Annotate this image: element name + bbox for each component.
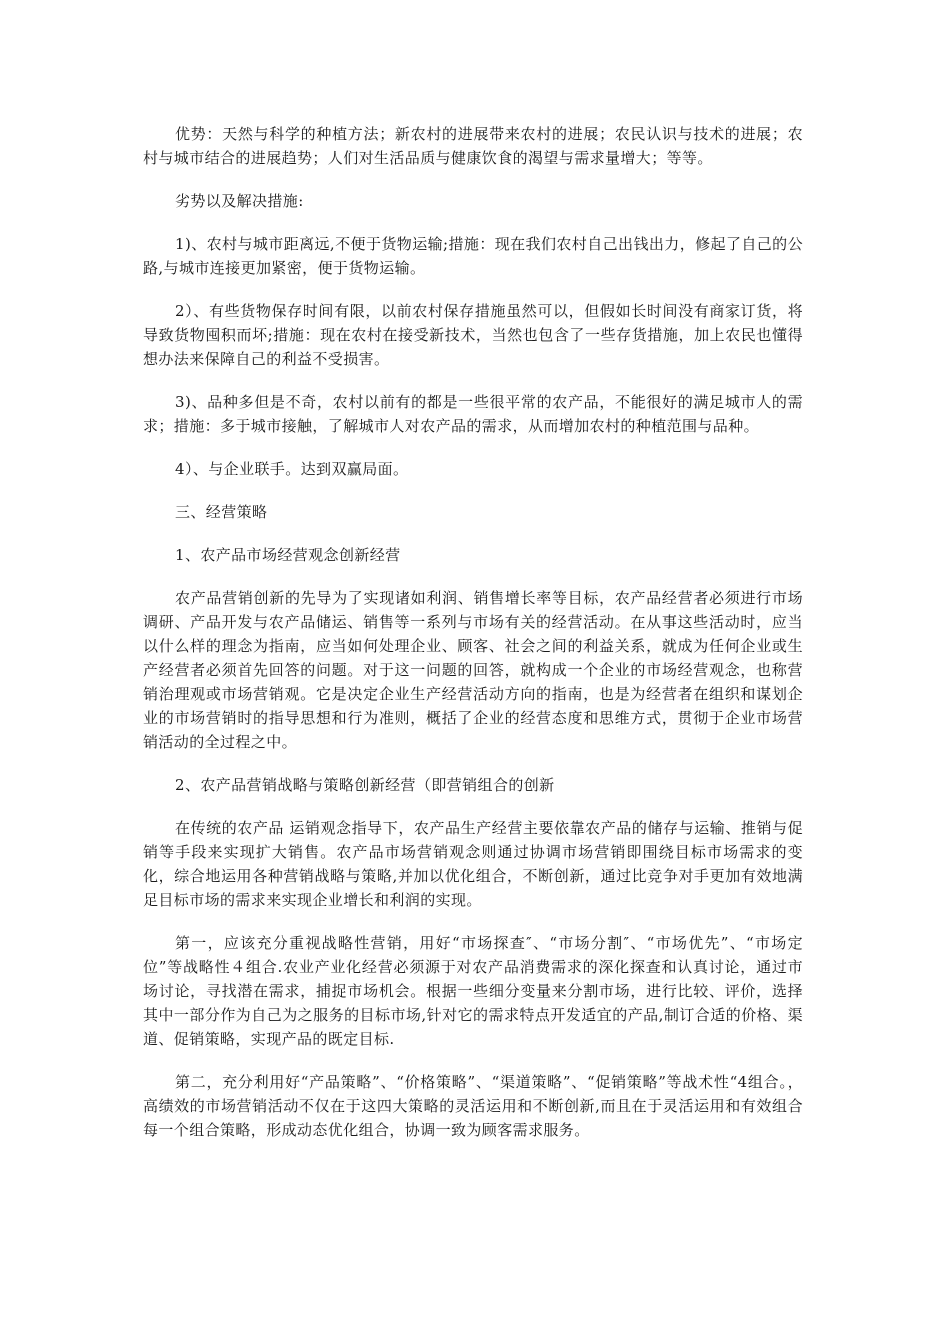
paragraph-traditional-marketing: 在传统的农产品 运销观念指导下，农产品生产经营主要依靠农产品的储存与运输、推销与促销等手段来实现扩大销售。农产品市场营销观念则通过协调市场营销即围绕目标市场需求的变化，综合地运用各种营销战略与策略,并加以优化组合，不断创新，通过比竞争对手更加有效地满足目标市场的需求来实现企业增长和利润的实现。 — [143, 819, 803, 909]
paragraph-first-strategic: 第一，应该充分重视战略性营销，用好“市场探查″、“市场分割″、“市场优先”、“市场定位”等战略性４组合.农业产业化经营必须源于对农产品消费需求的深化探查和认真讨论，通过市场讨论，寻找潜在需求，捕捉市场机会。根据一些细分变量来分割市场，进行比较、评价，选择其中一部分作为自己为之服务的目标市场,针对它的需求特点开发适宜的产品,制订合适的价格、渠道、促销策略，实现产品的既定目标. — [143, 934, 803, 1048]
paragraph-measure-4: 4）、与企业联手。达到双赢局面。 — [175, 460, 409, 478]
subheading-concept-innovation: 1、农产品市场经营观念创新经营 — [175, 546, 401, 564]
document-body — [143, 122, 803, 1161]
section-heading-strategy: 三、经营策略 — [175, 503, 268, 521]
paragraph-second-tactical: 第二，充分利用好“产品策略”、“价格策略”、“渠道策略”、“促销策略”等战术性“4组合。，高绩效的市场营销活动不仅在于这四大策略的灵活运用和不断创新,而且在于灵活运用和有效组合每一个组合策略，形成动态优化组合，协调一致为顾客需求服务。 — [143, 1073, 803, 1139]
subheading-strategy-innovation: 2、农产品营销战略与策略创新经营（即营销组合的创新 — [175, 776, 555, 794]
paragraph-advantages: 优势：天然与科学的种植方法；新农村的进展带来农村的进展；农民认识与技术的进展；农村与城市结合的进展趋势；人们对生活品质与健康饮食的渴望与需求量增大；等等。 — [143, 125, 803, 167]
paragraph-measure-2: 2）、有些货物保存时间有限，以前农村保存措施虽然可以，但假如长时间没有商家订货，将导致货物囤积而坏;措施：现在农村在接受新技术，当然也包含了一些存货措施，加上农民也懂得想办法来保障自己的利益不受损害。 — [143, 302, 803, 368]
paragraph-concept-innovation: 农产品营销创新的先导为了实现诸如利润、销售增长率等目标，农产品经营者必须进行市场调研、产品开发与农产品储运、销售等一系列与市场有关的经营活动。在从事这些活动时，应当以什么样的理念为指南，应当如何处理企业、顾客、社会之间的利益关系，就成为任何企业或生产经营者必须首先回答的问题。对于这一问题的回答，就构成一个企业的市场经营观念，也称营销治理观或市场营销观。它是决定企业生产经营活动方向的指南，也是为经营者在组织和谋划企业的市场营销时的指导思想和行为准则，概括了企业的经营态度和思维方式，贯彻于企业市场营销活动的全过程之中。 — [143, 589, 803, 751]
paragraph-measure-3: 3)、品种多但是不奇，农村以前有的都是一些很平常的农产品，不能很好的满足城市人的需求；措施：多于城市接触，了解城市人对农产品的需求，从而增加农村的种植范围与品种。 — [143, 393, 803, 435]
heading-disadvantages: 劣势以及解决措施: — [175, 192, 304, 210]
paragraph-measure-1: 1)、农村与城市距离远,不便于货物运输;措施：现在我们农村自己出钱出力，修起了自己的公路,与城市连接更加紧密，便于货物运输。 — [143, 235, 803, 277]
